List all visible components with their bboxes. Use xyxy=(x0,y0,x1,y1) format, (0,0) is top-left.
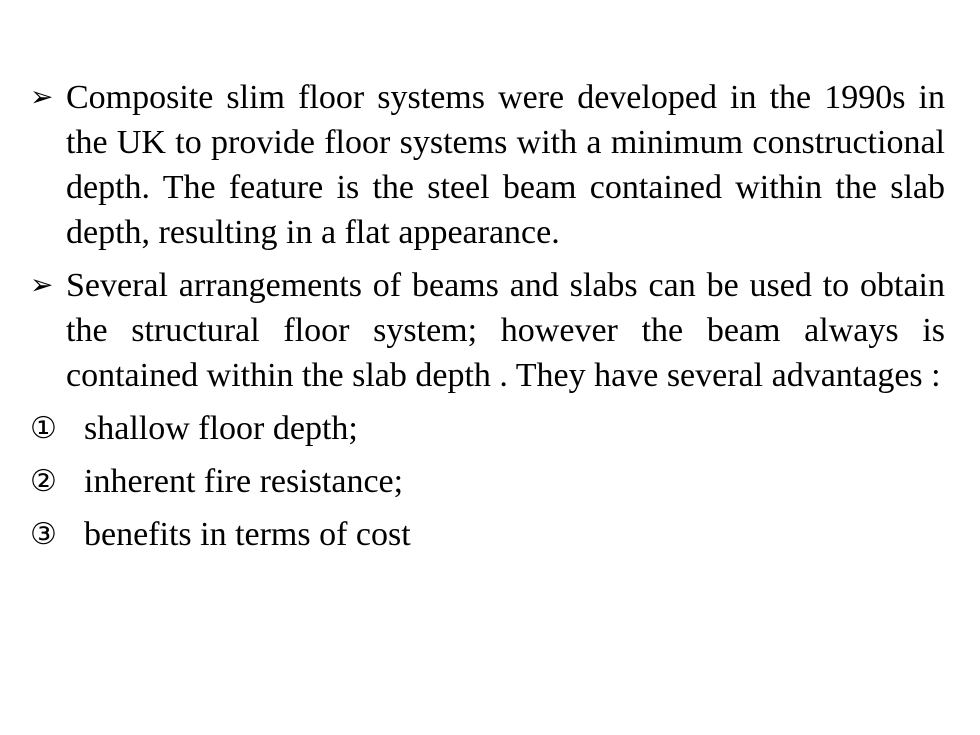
bullet-text: Composite slim floor systems were developed in the 1990s in the UK to provide floor systems with a minimum constructional depth. The feature is the steel beam contained within the slab depth, resulting in a flat appearance. xyxy=(66,79,945,251)
circled-one-icon: ① xyxy=(30,411,57,446)
circled-two-icon: ② xyxy=(30,464,57,499)
bullet-item-arrangements xyxy=(30,263,945,398)
arrow-bullet-icon: ➢ xyxy=(30,270,54,301)
advantage-text: inherent fire resistance; xyxy=(84,463,404,500)
advantage-text: benefits in terms of cost xyxy=(84,516,411,553)
bullet-text: Several arrangements of beams and slabs can be used to obtain the structural floor system; however the beam always is contained within the slab depth . They have several advantages : xyxy=(66,267,945,394)
advantage-item-1 xyxy=(30,406,945,451)
slide-content xyxy=(30,75,945,565)
advantage-item-3 xyxy=(30,512,945,557)
arrow-bullet-icon: ➢ xyxy=(30,82,54,113)
advantage-item-2 xyxy=(30,459,945,504)
bullet-item-slim-floor-history xyxy=(30,75,945,255)
advantage-text: shallow floor depth; xyxy=(84,410,358,447)
circled-three-icon: ③ xyxy=(30,517,57,552)
